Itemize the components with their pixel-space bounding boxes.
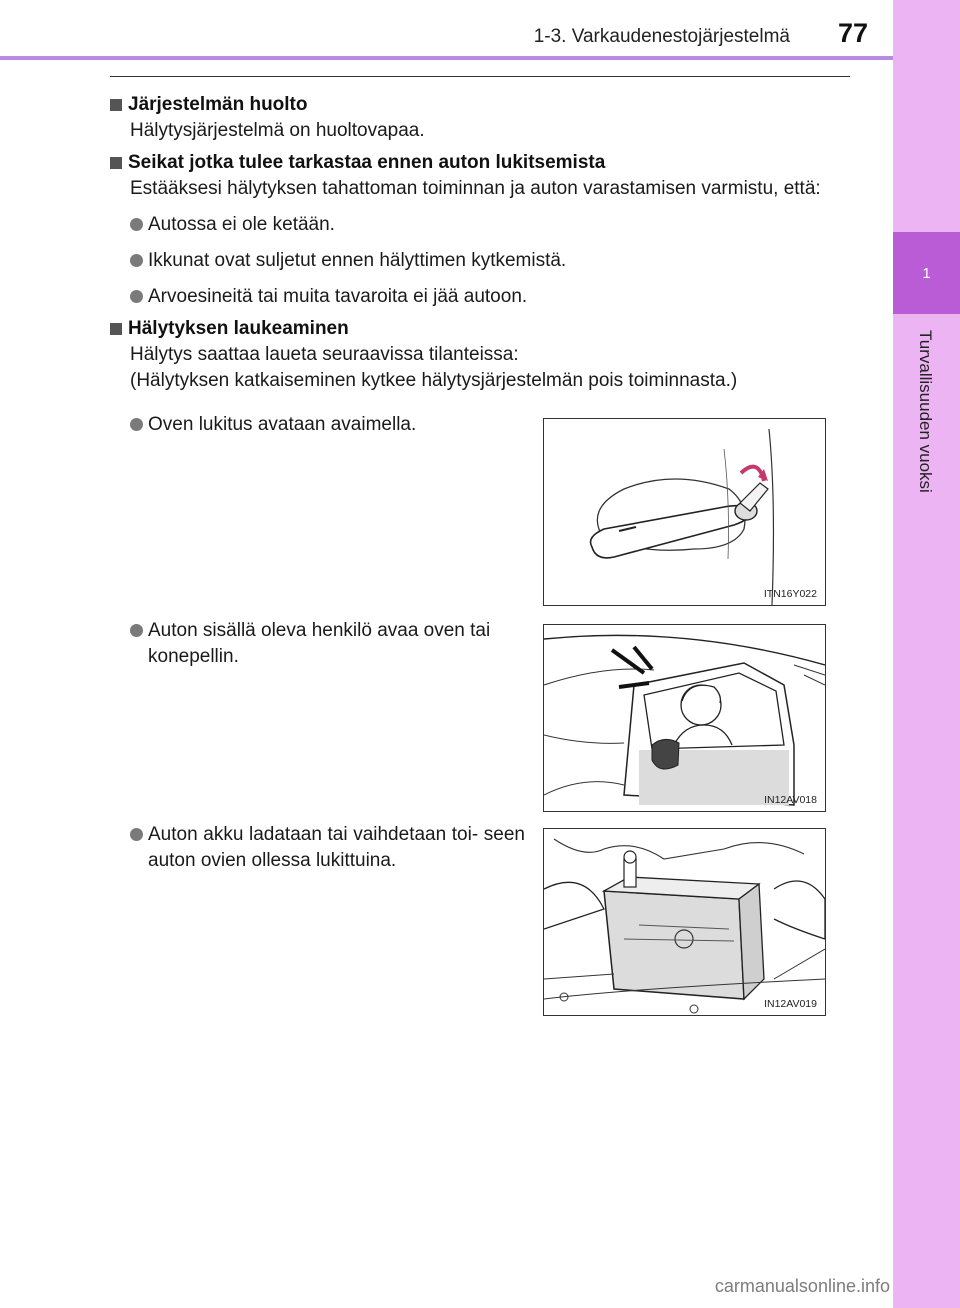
circle-bullet-icon: [130, 624, 143, 637]
circle-bullet-icon: [130, 254, 143, 267]
section-triggering: [110, 316, 850, 394]
list-item: Auton akku ladataan tai vaihdetaan toi- seen auton ovien ollessa lukittuina.: [130, 822, 525, 874]
list-item: Ikkunat ovat suljetut ennen hälyttimen kytkemistä.: [130, 248, 850, 274]
section-maintenance: [110, 92, 850, 144]
section-heading: Hälytyksen laukeaminen: [128, 318, 349, 339]
door-handle-drawing: [544, 419, 825, 605]
square-bullet-icon: [110, 157, 122, 169]
person-in-car-illustration: [543, 624, 826, 812]
square-bullet-icon: [110, 323, 122, 335]
section-text: Estääksesi hälytyksen tahattoman toiminnan ja auton varastamisen varmistu, että:: [130, 178, 821, 199]
section-heading: Seikat jotka tulee tarkastaa ennen auton lukitsemista: [128, 152, 606, 173]
main-content: [110, 88, 850, 400]
section-checks: [110, 150, 850, 310]
list-item: Oven lukitus avataan avaimella.: [130, 412, 525, 438]
content-rule: [110, 76, 850, 77]
circle-bullet-icon: [130, 290, 143, 303]
section-text-line: Hälytys saattaa laueta seuraavissa tilanteissa:: [130, 344, 519, 365]
figure-id: IN12AV019: [764, 998, 817, 1010]
footer-watermark[interactable]: carmanualsonline.info: [714, 1276, 890, 1296]
chapter-title-label: Turvallisuuden vuoksi: [916, 330, 935, 493]
door-handle-illustration: [543, 418, 826, 606]
page-number: 77: [837, 18, 869, 48]
circle-bullet-icon: [130, 828, 143, 841]
section-header-title: 1-3. Varkaudenestojärjestelmä: [533, 26, 790, 47]
header-rule: [0, 56, 893, 60]
figure-id: ITN16Y022: [763, 588, 817, 600]
circle-bullet-icon: [130, 218, 143, 231]
square-bullet-icon: [110, 99, 122, 111]
chapter-number-tab[interactable]: 1: [893, 232, 960, 314]
chapter-title-tab: [893, 330, 960, 530]
section-text-line: (Hälytyksen katkaiseminen kytkee hälytysjärjestelmän pois toiminnasta.): [130, 370, 738, 391]
battery-illustration: [543, 828, 826, 1016]
circle-bullet-icon: [130, 418, 143, 431]
list-item: Arvoesineitä tai muita tavaroita ei jää autoon.: [130, 284, 850, 310]
figure-id: IN12AV018: [764, 794, 817, 806]
list-item: Auton sisällä oleva henkilö avaa oven tai konepellin.: [130, 618, 525, 670]
side-tab: [893, 0, 960, 1308]
list-item: Autossa ei ole ketään.: [130, 212, 850, 238]
person-in-car-drawing: [544, 625, 825, 811]
section-heading: Järjestelmän huolto: [128, 94, 308, 115]
section-text: Hälytysjärjestelmä on huoltovapaa.: [130, 120, 425, 141]
battery-drawing: [544, 829, 825, 1015]
